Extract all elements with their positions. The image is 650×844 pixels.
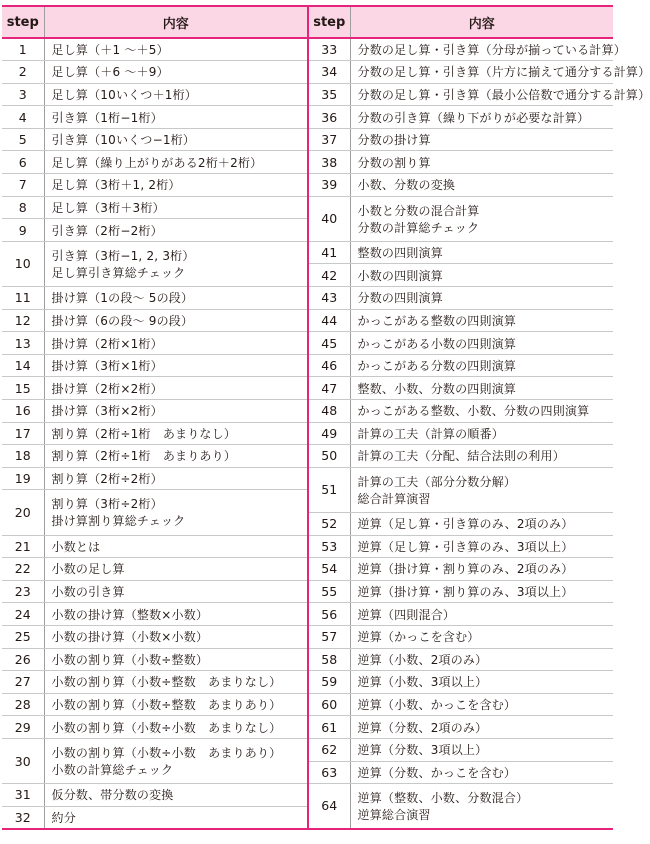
table-row [2,445,613,468]
step-content [350,467,613,512]
step-content-line: 約分 [51,810,76,825]
step-content [44,400,308,423]
step-number: 6 [2,151,44,174]
step-content [44,332,308,355]
step-number: 52 [308,512,350,535]
step-content-line: 分数の足し算・引き算（片方に揃えて通分する計算） [357,65,650,80]
table-row [2,535,613,558]
step-content-line: 小数の割り算（小数÷整数 あまりなし） [51,675,282,690]
step-number: 39 [308,174,350,197]
step-content [44,151,308,174]
table-row [2,128,613,151]
step-content-line: 分数の足し算・引き算（最小公倍数で通分する計算） [357,87,650,102]
step-content [44,445,308,468]
table-row [2,61,613,84]
step-number: 16 [2,400,44,423]
table-row [2,106,613,129]
table-row [2,241,613,264]
step-content [44,309,308,332]
step-content [44,580,308,603]
step-content-line: 小数の計算総チェック [51,763,174,777]
step-content [350,558,613,581]
step-number: 51 [308,467,350,512]
table-row [2,693,613,716]
step-content [350,625,613,648]
step-number: 25 [2,625,44,648]
step-content-line: 引き算（2桁−2桁） [51,223,163,238]
step-number: 19 [2,467,44,490]
step-content [44,625,308,648]
table-row [2,83,613,106]
table-row [2,354,613,377]
step-content-line: 掛け算割り算総チェック [51,514,186,529]
step-content-line: 小数の割り算（小数÷小数 あまりあり） [51,746,282,760]
step-content-line: 小数の割り算（小数÷整数） [51,652,209,667]
step-number: 47 [308,377,350,400]
step-content-line: 逆算（足し算・引き算のみ、3項以上） [357,539,574,554]
step-content [350,603,613,626]
step-number: 9 [2,219,44,242]
step-number: 44 [308,309,350,332]
table-row [2,784,613,807]
step-content-line: 逆算（整数、小数、分数混合） [357,790,529,805]
step-content-line: 足し算（3桁＋1, 2桁） [51,178,181,193]
step-content-line: 引き算（10いくつ−1桁） [51,133,196,148]
step-content [350,784,613,829]
step-number: 8 [2,196,44,219]
step-content [350,716,613,739]
step-number: 26 [2,648,44,671]
step-content [44,219,308,242]
step-number: 58 [308,648,350,671]
step-content [350,196,613,241]
step-number: 20 [2,490,44,535]
step-content-line: 分数の掛け算 [357,133,431,148]
step-content [44,671,308,694]
step-number: 27 [2,671,44,694]
step-content-line: 引き算（1桁−1桁） [51,110,163,125]
step-number: 21 [2,535,44,558]
step-number: 61 [308,716,350,739]
step-content-line: 引き算（3桁−1, 2, 3桁） [51,248,195,263]
step-number: 22 [2,558,44,581]
step-content [44,196,308,219]
step-content-line: 逆算（小数、かっこを含む） [357,698,517,713]
table-row [2,648,613,671]
table-body [2,38,650,829]
step-content [350,61,650,84]
step-content-line: かっこがある整数、小数、分数の四則演算 [357,404,590,419]
table-row [2,400,613,423]
content-header: 内容 [44,6,308,38]
table-row [2,716,613,739]
step-number: 59 [308,671,350,694]
step-content-line: 小数と分数の混合計算 [357,203,480,218]
step-content [44,603,308,626]
step-content [44,467,308,490]
step-content [350,332,613,355]
table-row [2,738,613,761]
table-row [2,151,613,174]
step-content-line: 逆算（分数、3項以上） [357,743,488,758]
step-number: 34 [308,61,350,84]
step-number: 28 [2,693,44,716]
step-number: 5 [2,128,44,151]
step-content-line: 足し算（＋6 〜＋9） [51,65,169,80]
step-number: 10 [2,241,44,286]
step-content [44,490,308,535]
step-content [350,648,613,671]
step-content-line: 逆算（小数、2項のみ） [357,652,488,667]
step-content [350,174,613,197]
table-row [2,625,613,648]
step-content [350,354,613,377]
table-row [2,332,613,355]
table-row [2,287,613,310]
step-content-line: 逆算（小数、3項以上） [357,675,488,690]
step-number: 37 [308,128,350,151]
step-number: 48 [308,400,350,423]
step-content-line: かっこがある小数の四則演算 [357,336,517,351]
step-content [350,287,613,310]
step-content [350,241,613,264]
table-row [2,558,613,581]
step-content-line: 足し算（繰り上がりがある2桁＋2桁） [51,155,263,170]
step-content [44,558,308,581]
content-header: 内容 [350,6,613,38]
step-content-line: 逆算（分数、かっこを含む） [357,765,517,780]
table-row [2,467,613,490]
step-number: 13 [2,332,44,355]
step-number: 15 [2,377,44,400]
step-content-line: 掛け算（2桁×1桁） [51,336,163,351]
step-content-line: 総合計算演習 [357,491,431,506]
step-content [350,83,650,106]
step-content [44,354,308,377]
step-number: 17 [2,422,44,445]
step-content [44,535,308,558]
step-number: 40 [308,196,350,241]
step-content [350,38,626,61]
step-number: 12 [2,309,44,332]
step-number: 42 [308,264,350,287]
step-content [350,128,613,151]
table-row [2,38,613,61]
table-row [2,580,613,603]
step-content-line: 分数の引き算（繰り下がりが必要な計算） [357,110,590,125]
step-number: 4 [2,106,44,129]
step-number: 54 [308,558,350,581]
step-content-line: 整数の四則演算 [357,246,443,261]
table-row [2,174,613,197]
step-header: step [2,6,44,38]
step-header: step [308,6,350,38]
step-number: 62 [308,738,350,761]
step-content-line: 小数の割り算（小数÷小数 あまりなし） [51,720,282,735]
header-row [2,6,613,38]
step-number: 29 [2,716,44,739]
step-content [44,128,308,151]
step-number: 18 [2,445,44,468]
step-number: 64 [308,784,350,829]
step-content-line: 小数の掛け算（整数×小数） [51,607,209,622]
table-row [2,671,613,694]
step-content-line: 整数、小数、分数の四則演算 [357,381,517,396]
step-content-line: 計算の工夫（計算の順番） [357,426,504,441]
step-content-line: 足し算（＋1 〜＋5） [51,43,169,58]
step-content-line: かっこがある整数の四則演算 [357,313,517,328]
step-content [350,445,613,468]
step-content [44,61,308,84]
step-content [44,806,308,829]
step-number: 55 [308,580,350,603]
step-number: 2 [2,61,44,84]
step-content [44,693,308,716]
table-row [2,377,613,400]
step-content-line: 小数の足し算 [51,562,125,577]
step-content [350,693,613,716]
step-number: 33 [308,38,350,61]
table-row [2,196,613,219]
step-content-line: 掛け算（3桁×2桁） [51,404,163,419]
step-content [44,174,308,197]
step-content [44,241,308,286]
step-number: 35 [308,83,350,106]
step-content-line: 掛け算（2桁×2桁） [51,381,163,396]
step-content-line: 逆算（掛け算・割り算のみ、2項のみ） [357,562,574,577]
step-content [350,512,613,535]
step-number: 11 [2,287,44,310]
step-content-line: 足し算引き算総チェック [51,265,186,280]
step-content-line: 分数の計算総チェック [357,220,480,235]
step-content [350,400,613,423]
step-content-line: 分数の四則演算 [357,291,443,306]
step-content-line: 掛け算（1の段〜 5の段） [51,291,194,306]
step-number: 50 [308,445,350,468]
step-content-line: 小数の掛け算（小数×小数） [51,630,209,645]
step-number: 31 [2,784,44,807]
step-content [350,738,613,761]
step-content [350,761,613,784]
step-number: 57 [308,625,350,648]
step-number: 14 [2,354,44,377]
step-content [44,106,308,129]
step-content [44,738,308,783]
step-content [44,716,308,739]
step-content-line: 掛け算（3桁×1桁） [51,359,163,374]
step-number: 32 [14,809,31,825]
step-number: 53 [308,535,350,558]
step-content-line: 逆算（分数、2項のみ） [357,720,488,735]
step-number: 36 [308,106,350,129]
step-content-line: 小数の四則演算 [357,268,443,283]
step-content [350,580,613,603]
step-content [44,377,308,400]
step-content-line: 小数の割り算（小数÷整数 あまりあり） [51,698,282,713]
step-content-line: 逆算（掛け算・割り算のみ、3項以上） [357,585,574,600]
step-content [350,151,613,174]
step-number: 43 [308,287,350,310]
step-content-line: 小数、分数の変換 [357,178,456,193]
step-number: 46 [308,354,350,377]
step-number: 7 [2,174,44,197]
step-content-line: 仮分数、帯分数の変換 [51,788,174,803]
curriculum-table [2,5,650,830]
step-content [350,106,613,129]
step-content-line: 計算の工夫（分配、結合法則の利用） [357,449,565,464]
step-content [44,648,308,671]
step-content-line: 逆算（四則混合） [357,607,456,622]
step-content [350,309,613,332]
step-content-line: 小数の引き算 [51,585,125,600]
step-number: 49 [308,422,350,445]
step-content-line: 掛け算（6の段〜 9の段） [51,313,194,328]
step-content-line: 逆算（足し算・引き算のみ、2項のみ） [357,517,574,532]
table-row [2,309,613,332]
step-content-line: 割り算（2桁÷1桁 あまりなし） [51,426,237,441]
step-number: 24 [2,603,44,626]
step-number: 38 [308,151,350,174]
step-content-line: 逆算（かっこを含む） [357,630,480,645]
step-number: 1 [2,38,44,61]
step-content [350,422,613,445]
step-content [44,38,308,61]
step-number: 56 [308,603,350,626]
step-content [350,377,613,400]
step-content-line: 分数の割り算 [357,155,431,170]
step-content [44,784,308,807]
table-row [2,603,613,626]
table-row [2,422,613,445]
step-content [350,535,613,558]
step-content [350,671,613,694]
step-content-line: 割り算（2桁÷1桁 あまりあり） [51,449,237,464]
step-content-line: 小数とは [51,539,101,554]
step-content-line: 割り算（3桁÷2桁） [51,497,163,512]
step-content-line: 足し算（10いくつ＋1桁） [51,87,198,102]
step-content-line: 計算の工夫（部分分数分解） [357,474,517,489]
step-number: 30 [2,738,44,783]
step-number: 3 [2,83,44,106]
step-content [350,264,613,287]
step-content-line: 足し算（3桁＋3桁） [51,200,165,215]
step-number: 45 [308,332,350,355]
step-content-line: 分数の足し算・引き算（分母が揃っている計算） [357,43,626,58]
step-content [44,287,308,310]
step-content-line: かっこがある分数の四則演算 [357,359,517,374]
step-number: 23 [2,580,44,603]
step-content [44,83,308,106]
step-number: 60 [308,693,350,716]
step-content-line: 逆算総合演習 [357,807,431,822]
step-number: 41 [308,241,350,264]
step-number: 63 [308,761,350,784]
step-content [44,422,308,445]
step-content-line: 割り算（2桁÷2桁） [51,472,163,487]
